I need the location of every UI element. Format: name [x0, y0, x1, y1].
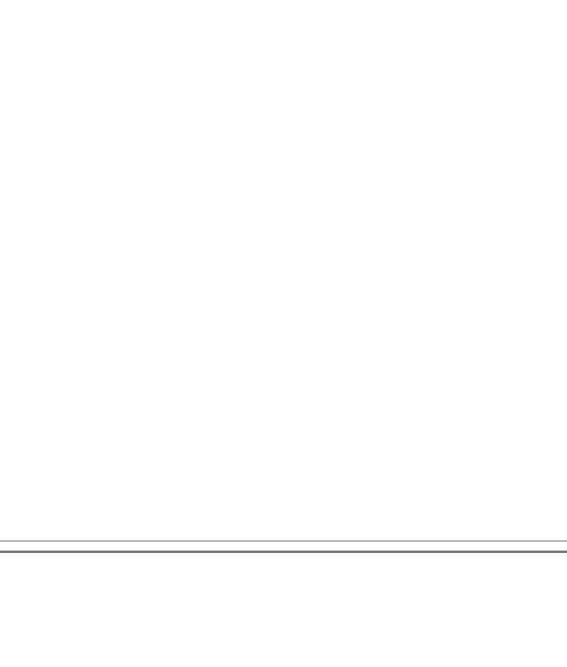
page-break [0, 540, 567, 552]
